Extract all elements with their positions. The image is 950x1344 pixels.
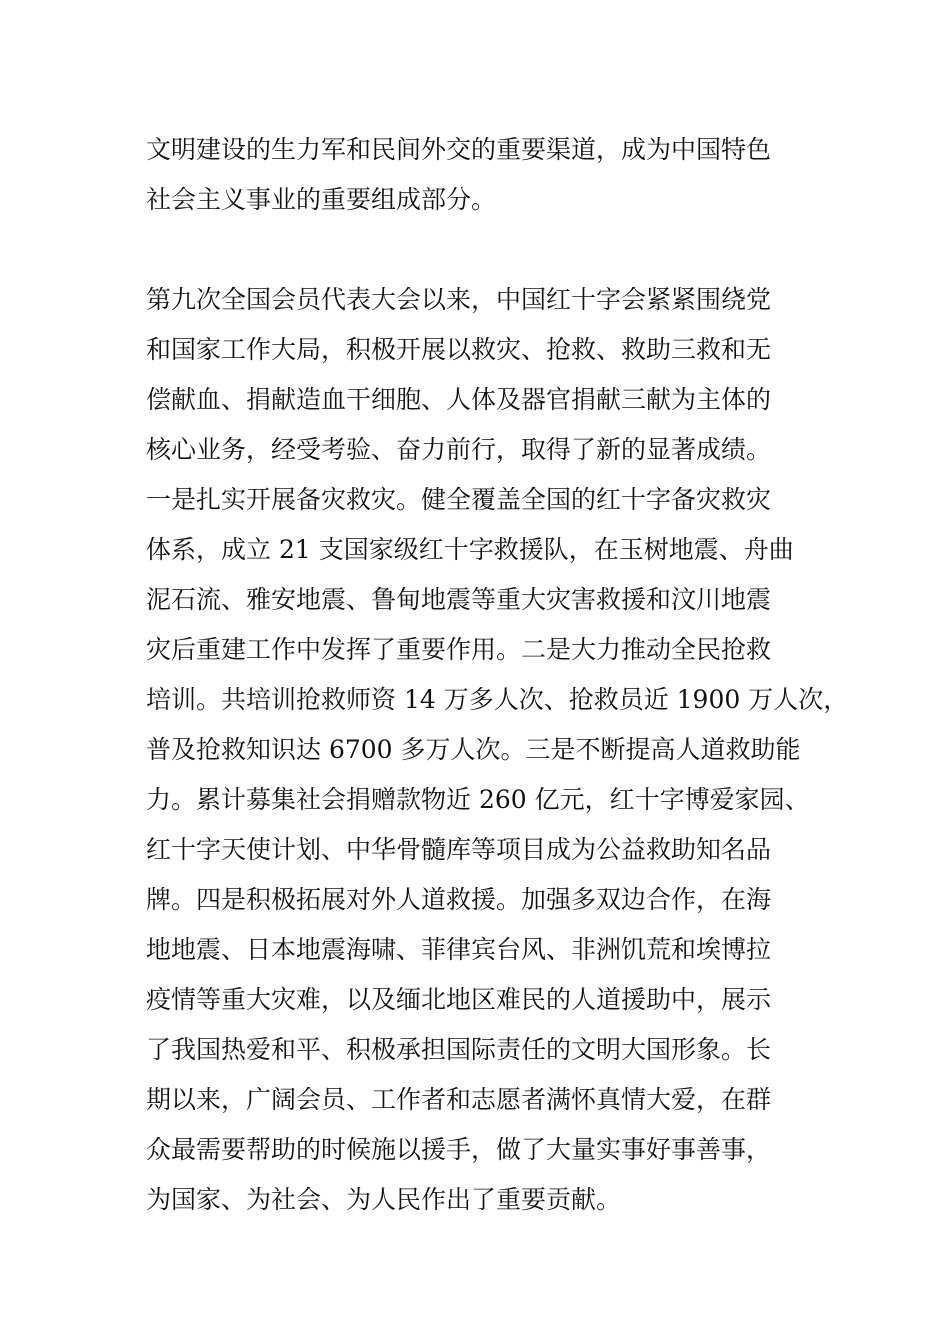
- text-line: 核心业务，经受考验、奋力前行，取得了新的显著成绩。: [146, 435, 772, 464]
- text-line: 众最需要帮助的时候施以援手，做了大量实事好事善事，: [146, 1135, 772, 1164]
- text-line: 了我国热爱和平、积极承担国际责任的文明大国形象。长: [146, 1035, 772, 1064]
- text-line: 期以来，广阔会员、工作者和志愿者满怀真情大爱，在群: [146, 1085, 772, 1114]
- text-line: 社会主义事业的重要组成部分。: [146, 185, 497, 214]
- text-line: 培训。共培训抢救师资 14 万多人次、抢救员近 1900 万人次，: [146, 685, 849, 714]
- text-line: 地地震、日本地震海啸、菲律宾台风、非洲饥荒和埃博拉: [146, 935, 772, 964]
- text-line: 牌。四是积极拓展对外人道救援。加强多双边合作，在海: [146, 885, 772, 914]
- text-line: 体系，成立 21 支国家级红十字救援队，在玉树地震、舟曲: [146, 535, 794, 564]
- text-line: 第九次全国会员代表大会以来，中国红十字会紧紧围绕党: [146, 285, 772, 314]
- text-line: 红十字天使计划、中华骨髓库等项目成为公益救助知名品: [146, 835, 772, 864]
- text-line: 偿献血、捐献造血干细胞、人体及器官捐献三献为主体的: [146, 385, 772, 414]
- text-line: 文明建设的生力军和民间外交的重要渠道，成为中国特色: [146, 135, 772, 164]
- paragraph-1: [146, 125, 836, 225]
- text-line: 为国家、为社会、为人民作出了重要贡献。: [146, 1185, 622, 1214]
- text-line: 和国家工作大局，积极开展以救灾、抢救、救助三救和无: [146, 335, 772, 364]
- text-line: 疫情等重大灾难，以及缅北地区难民的人道援助中，展示: [146, 985, 772, 1014]
- text-line: 灾后重建工作中发挥了重要作用。二是大力推动全民抢救: [146, 635, 772, 664]
- paragraph-2: [146, 275, 849, 1225]
- text-line: 力。累计募集社会捐赠款物近 260 亿元，红十字博爱家园、: [146, 785, 810, 814]
- text-line: 泥石流、雅安地震、鲁甸地震等重大灾害救援和汶川地震: [146, 585, 772, 614]
- text-line: 一是扎实开展备灾救灾。健全覆盖全国的红十字备灾救灾: [146, 485, 772, 514]
- text-line: 普及抢救知识达 6700 多万人次。三是不断提高人道救助能: [146, 735, 801, 764]
